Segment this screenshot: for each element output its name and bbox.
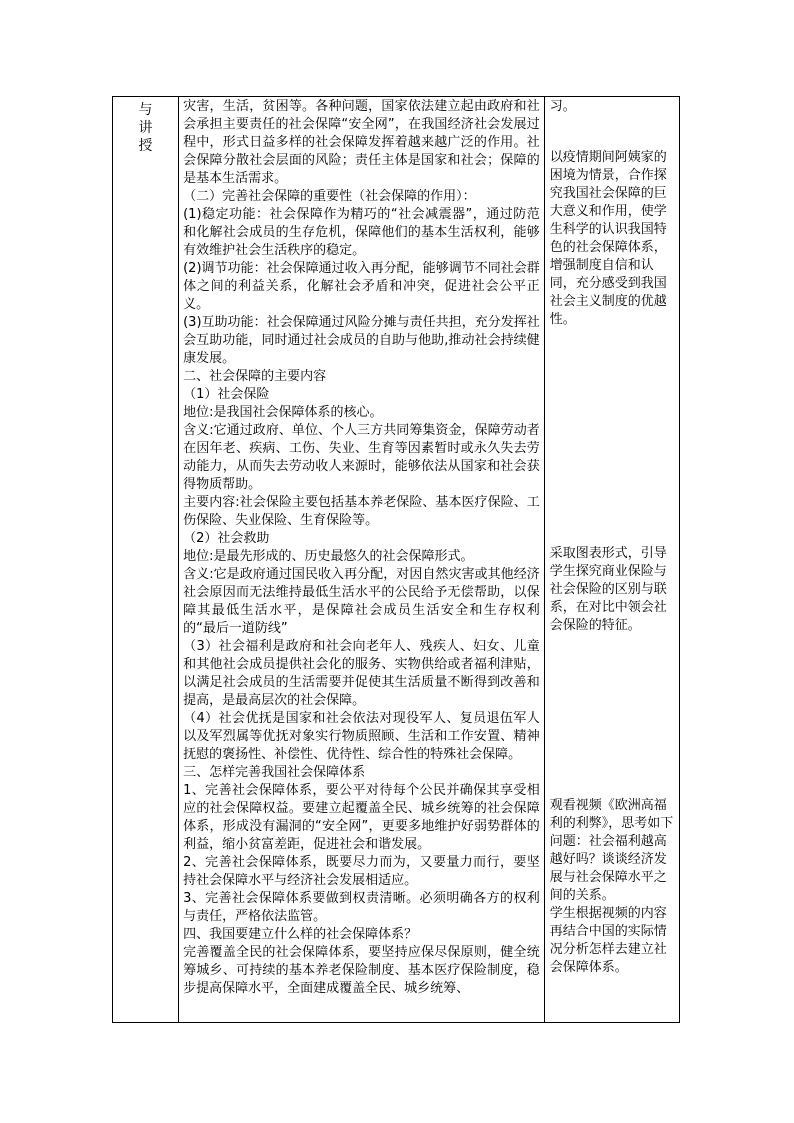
side-note: 以疫情期间阿姨家的困境为情景，合作探究我国社会保障的巨大意义和作用，使学生科学的认识我国特色的社会保障体系，增强制度自信和认同，充分感受到我国社会主义制度的优越性。 [549,150,667,327]
content-cell [179,97,545,1023]
subheading: （1）社会保险 [183,387,270,402]
lesson-plan-table [112,96,680,1023]
paragraph: (1)稳定功能：社会保障作为精巧的“社会减震器”，通过防范和化解社会成员的生存危机，保障他们的基本生活权利，能够有效维护社会生活秩序的稳定。 [183,207,540,258]
paragraph: 完善覆盖全民的社会保障体系，要坚持应保尽保原则，健全统筹城乡、可持续的基本养老保险制度、基本医疗保险制度，稳步提高保障水平，全面建成覆盖全民、城乡统筹、 [183,945,540,996]
paragraph: 2、完善社会保障体系，既要尽力而为，又要量力而行，要坚持社会保障水平与经济社会发展相适应。 [183,855,540,888]
paragraph: 含义:它通过政府、单位、个人三方共同筹集资金，保障劳动者在因年老、疾病、工伤、失业、生育等因素暂时或永久失去劳动能力，从而失去劳动收人来源时，能够依法从国家和社会获得物质帮助。 [183,423,540,492]
paragraph: （4）社会优抚是国家和社会依法对现役军人、复员退伍军人以及军烈属等优抚对象实行物质照顾、生活和工作安置、精神抚慰的褒扬性、补偿性、优待性、综合性的特殊社会保障。 [183,711,540,762]
paragraph: 3、完善社会保障体系要做到权责清晰。必须明确各方的权利与责任，严格依法监管。 [183,891,540,924]
stage-char: 讲 [138,120,153,136]
paragraph: (3)互助功能：社会保障通过风险分摊与责任共担，充分发挥社会互助功能，同时通过社会成员的自助与他助,推动社会持续健康发展。 [183,315,540,366]
section-heading: 四、我国要建立什么样的社会保障体系？ [183,927,418,942]
table-row [113,97,680,1023]
notes-cell [544,97,679,1023]
side-note: 观看视频《欧洲高福利的利弊》，思考如下问题：社会福利越高越好吗？谈谈经济发展与社会保障水平之间的关系。 [549,798,674,903]
paragraph: (2)调节功能：社会保障通过收入再分配，能够调节不同社会群体之间的利益关系，化解社会矛盾和冲突，促进社会公平正义。 [183,261,540,312]
spacer [550,116,675,149]
side-note: 采取图表形式，引导学生探究商业保险与社会保险的区别与联系，在对比中领会社会保险的特征。 [549,546,667,633]
paragraph: 地位:是最先形成的、历史最悠久的社会保障形式。 [183,549,474,564]
side-note: 习。 [549,99,576,114]
stage-cell [113,97,179,1023]
paragraph: 1、完善社会保障体系，要公平对待每个公民并确保其享受相应的社会保障权益。要建立起覆盖全民、城乡统筹的社会保障体系，形成没有漏洞的“安全网”，更要多地维护好弱势群体的利益，缩小贫富差距，促进社会和谐发展。 [183,783,540,852]
spacer [550,329,675,545]
paragraph: （3）社会福利是政府和社会向老年人、残疾人、妇女、儿童和其他社会成员提供社会化的服务、实物供给或者福利津贴，以满足社会成员的生活需要并促使其生活质量不断得到改善和提高，是最高层次的社会保障。 [183,639,540,708]
stage-char: 与 [138,102,153,118]
stage-char: 授 [138,138,153,154]
paragraph: 灾害，生活，贫困等。各种问题，国家依法建立起由政府和社会承担主要责任的社会保障“安全网”，在我国经济社会发展过程中，形式日益多样的社会保障发挥着越来越广泛的作用。社会保障分散社会层面的风险；责任主体是国家和社会；保障的是基本生活需求。 [183,99,540,186]
paragraph: 地位:是我国社会保障体系的核心。 [183,405,383,420]
section-heading: 二、社会保障的主要内容 [183,369,327,384]
paragraph: 主要内容:社会保险主要包括基本养老保险、基本医疗保险、工伤保险、失业保险、生育保险等。 [183,495,540,528]
side-note: 学生根据视频的内容再结合中国的实际情况分析怎样去建立社会保障体系。 [549,906,667,975]
paragraph: 含义:它是政府通过国民收入再分配，对因自然灾害或其他经济社会原因而无法维持最低生活水平的公民给予无偿帮助，以保障其最低生活水平，是保障社会成员生活安全和生存权利的“最后一道防线” [183,567,540,636]
subheading: （2）社会救助 [183,531,270,546]
spacer [550,635,675,797]
paragraph: （二）完善社会保障的重要性（社会保障的作用）： [183,189,476,204]
section-heading: 三、怎样完善我国社会保障体系 [183,765,366,780]
